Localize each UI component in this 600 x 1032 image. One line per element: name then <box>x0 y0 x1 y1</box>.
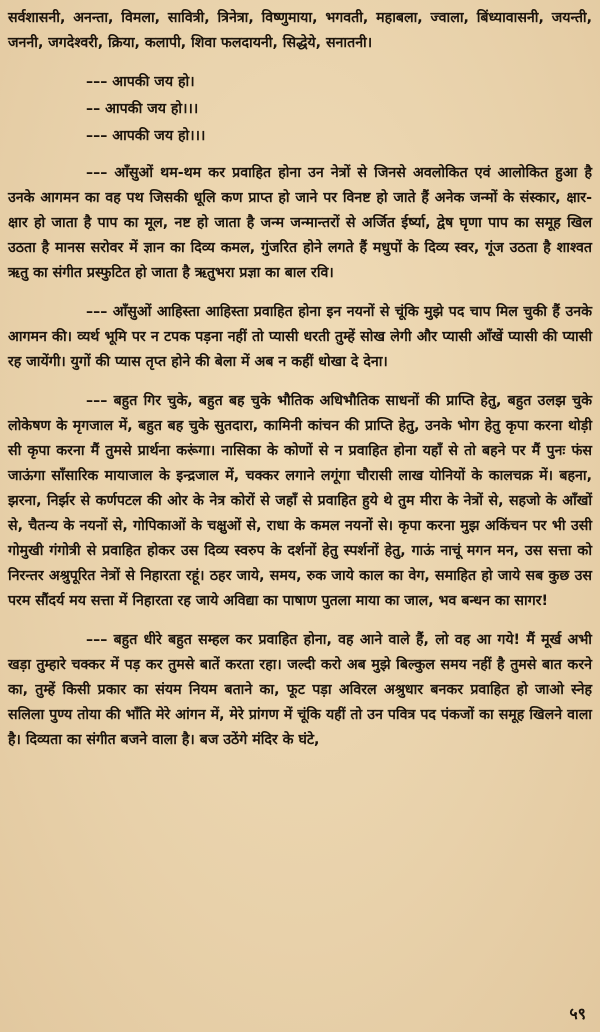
invocations-block <box>8 70 592 149</box>
invocation-line-3: ––– आपकी जय हो।।। <box>86 128 206 144</box>
page-number: ५९ <box>569 1004 586 1023</box>
opening-paragraph: सर्वशासनी, अनन्ता, विमला, सावित्री, त्रिनेत्रा, विष्णुमाया, भगवती, महाबला, ज्वाला, बिंध्यावासनी, जयन्ती, जननी, जगदेश्वरी, क्रिया, कलापी, शिवा फलदायनी, सिद्धेये, सनातनी। <box>8 10 592 51</box>
paragraph-3: ––– बहुत गिर चुके, बहुत बह चुके भौतिक अधिभौतिक साधनों की प्राप्ति हेतु, बहुत उलझ चुके लोकेषण के मृगजाल में, बहुत बह चुके सुतदारा, कामिनी कांचन की प्राप्ति हेतु, उनके भोग हेतु कृपा करना थोड़ी सी कृपा करना मैं तुमसे प्रार्थना करूंगा। नासिका के कोणों से न प्रवाहित होना यहाँ से तो बहने पर मैं पुनः फंस जाऊंगा साँसारिक मायाजाल के इन्द्रजाल में, चक्कर लगाने लगूंगा चौरासी लाख योनियों के कालचक्र में। बहना, झरना, निर्झर से कर्णपटल की ओर के नेत्र कोरों से जहाँ से प्रवाहित हुये थे तुम मीरा के नेत्रों से, सहजो के आँखों से, चैतन्य के नयनों से, गोपिकाओं के चक्षुओं से, राधा के कमल नयनों से। कृपा करना मुझ अकिंचन पर भी उसी गोमुखी गंगोत्री से प्रवाहित होकर उस दिव्य स्वरुप के दर्शनों हेतु स्पर्शनों हेतु, गाऊं नाचूं मगन मन, उस सत्ता को निरन्तर अश्रुपूरित नेत्रों से निहारता रहूं। ठहर जाये, समय, रुक जाये काल का वेग, समाहित हो जाये सब कुछ उस परम सौंदर्य मय सत्ता में निहारता रह जाये अविद्या का पाषाण पुतला माया का जाल, भव बन्धन का सागर! <box>8 393 592 609</box>
paragraph-4: ––– बहुत धीरे बहुत सम्हल कर प्रवाहित होना, वह आने वाले हैं, लो वह आ गये! मैं मूर्ख अभी खड़ा तुम्हारे चक्कर में पड़ कर तुमसे बातें करता रहा। जल्दी करो अब मुझे बिल्कुल समय नहीं है तुमसे बात करने का, तुम्हें किसी प्रकार का संयम नियम बताने का, फूट पड़ा अविरल अश्रुधार बनकर प्रवाहित हो जाओ स्नेह सलिला पुण्य तोया की भाँति मेरे आंगन में, मेरे प्रांगण में चूंकि यहीं तो उन पवित्र पद पंकजों का समूह खिलने वाला है। दिव्यता का संगीत बजने वाला है। बज उठेंगे मंदिर के घंटे, <box>8 632 592 748</box>
invocation-line-2: –– आपकी जय हो।।। <box>86 101 199 117</box>
invocation-line-1: ––– आपकी जय हो। <box>86 74 195 90</box>
paragraph-1: ––– आँसुओं थम-थम कर प्रवाहित होना उन नेत्रों से जिनसे अवलोकित एवं आलोकित हुआ है उनके आगमन का वह पथ जिसकी धूलि कण प्राप्त हो जाने पर विनष्ट हो जाते हैं अनेक जन्मों के संस्कार, क्षार-क्षार हो जाता है पाप का मूल, नष्ट हो जाता है जन्म जन्मान्तरों से अर्जित ईर्ष्या, द्वेष घृणा पाप का समूह खिल उठता है मानस सरोवर में ज्ञान का दिव्य कमल, गुंजरित होने लगते हैं मधुपों के दिव्य स्वर, गूंज उठता है शाश्वत ऋतु का संगीत प्रस्फुटित हो जाता है ऋतुभरा प्रज्ञा का बाल रवि। <box>8 165 592 281</box>
paragraph-2: ––– आँसुओं आहिस्ता आहिस्ता प्रवाहित होना इन नयनों से चूंकि मुझे पद चाप मिल चुकी हैं उनके आगमन की। व्यर्थ भूमि पर न टपक पड़ना नहीं तो प्यासी धरती तुम्हें सोख लेगी और प्यासी आँखें प्यासी की प्यासी रह जायेंगी। युगों की प्यास तृप्त होने की बेला में अब न कहीं धोखा दे देना। <box>8 304 592 370</box>
